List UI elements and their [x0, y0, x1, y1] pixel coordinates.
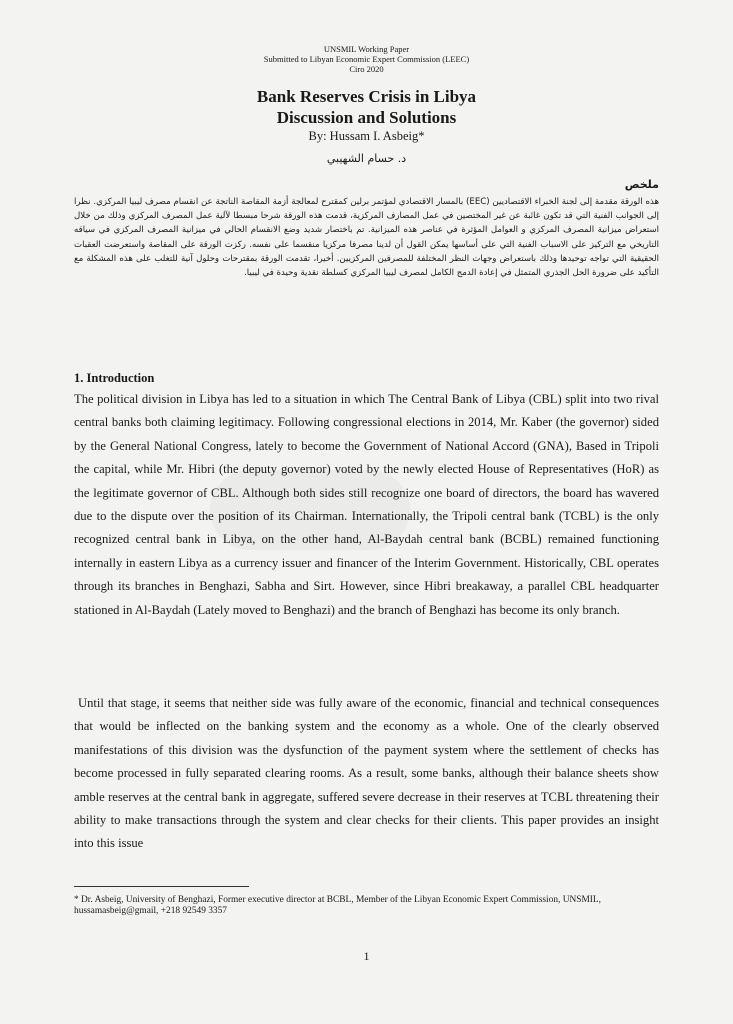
paper-header: [0, 44, 733, 74]
page-number: 1: [363, 949, 370, 963]
paper-title: [0, 86, 733, 128]
body-paragraph-1: The political division in Libya has led to a situation in which The Central Bank of Libya (CBL) split into two rival central banks both claiming legitimacy. Following congressional elections in 2014, Mr. Kaber (the governor) sided by the General National Congress, lately to become the Government of National Accord (GNA), Based in Tripoli the capital, while Mr. Hibri (the deputy governor) voted by the newly elected House of Representatives (HoR) as the legitimate governor of CBL. Although both sides still recognize one board of directors, the board has wavered due to the dispute over the position of its Chairman. Internationally, the Tripoli central bank (TCBL) is the only recognized central bank in Libya, on the other hand, Al-Baydah central bank (BCBL) remained functioning internally in eastern Libya as a currency issuer and financer of the Interim Government. Historically, CBL operates through its branches in Benghazi, Sabha and Sirt. However, since Hibri breakaway, a parallel CBL headquarter stationed in Al-Baydah (Lately moved to Benghazi) and the branch of Benghazi has become its only branch.: [74, 392, 659, 617]
header-submission: Submitted to Libyan Economic Expert Commission (LEEC): [263, 54, 470, 64]
footnote: [74, 895, 659, 917]
footnote-affiliation: * Dr. Asbeig, University of Benghazi, Former executive director at BCBL, Member of the Libyan Economic Expert Commission, UNSMIL,: [74, 895, 601, 905]
author-arabic-name: د. حسام الشهيبي: [326, 152, 407, 165]
header-place-date: Ciro 2020: [349, 64, 384, 74]
title-line-2: Discussion and Solutions: [276, 108, 457, 127]
header-series: UNSMIL Working Paper: [323, 44, 410, 54]
abstract-body: هذه الورقة مقدمة إلى لجنة الخبراء الاقتصاديين (EEC) بالمسار الاقتصادي لمؤتمر برلين كمقترح لمعالجة أزمة المقاصة الناتجة عن انقسام مصرف ليبيا المركزي. نظرا إلى الجوانب الفنية التي قد تكون غائبة عن غير المختصين في عمل المصارف المركزية، قدمت هذه الورقة شرحا مبسطا لآلية عمل المصرف المركزي وذلك من خلال استعراض ميزانية المصرف المركزي و العوامل المؤثرة في عناصر هذه الميزانية. تم باختصار شديد وضع الانقسام الحالي في ميزانية المصرف المركزي في سياقه التاريخي مع التركيز على الاسباب الفنية التي على أساسها يمكن القول أن لدينا مصرفا مركزيا منقسما على نفسه. ركزت الورقة على المقاصة واستعرضت العقبات الحقيقية التي تواجه توحيدها وذلك باستعراض وجهات النظر المختلفة للمصرفين المركزيين. أخيرا، تقدمت الورقة بمقترحات وحلول آنية للتغلب على هذه المشكلة مع التأكيد على ضرورة الحل الجذري المتمثل في إعادة الدمج الكامل لمصرف ليبيا المركزي كسلطة نقدية وحيدة في ليبيا.: [74, 197, 659, 279]
footnote-contact: hussamasbeig@gmail, +218 92549 3357: [74, 906, 227, 917]
section-heading-introduction: 1. Introduction: [74, 371, 155, 385]
title-line-1: Bank Reserves Crisis in Libya: [256, 87, 477, 106]
footnote-divider: [74, 886, 249, 887]
author-byline: By: Hussam I. Asbeig*: [308, 129, 425, 143]
abstract-heading: ملخص: [624, 178, 659, 191]
body-paragraph-2: Until that stage, it seems that neither side was fully aware of the economic, financial and technical consequences that would be inflected on the banking system and the economy as a whole. One of the clearly observed manifestations of this division was the dysfunction of the payment system where the settlement of checks has become processed in fully separated clearing rooms. As a result, some banks, although their balance sheets show amble reserves at the central bank in aggregate, suffered severe decrease in their reserves at TCBL threatening their ability to make transactions through the system and clear checks for their clients. This paper provides an insight into this issue: [74, 696, 659, 851]
